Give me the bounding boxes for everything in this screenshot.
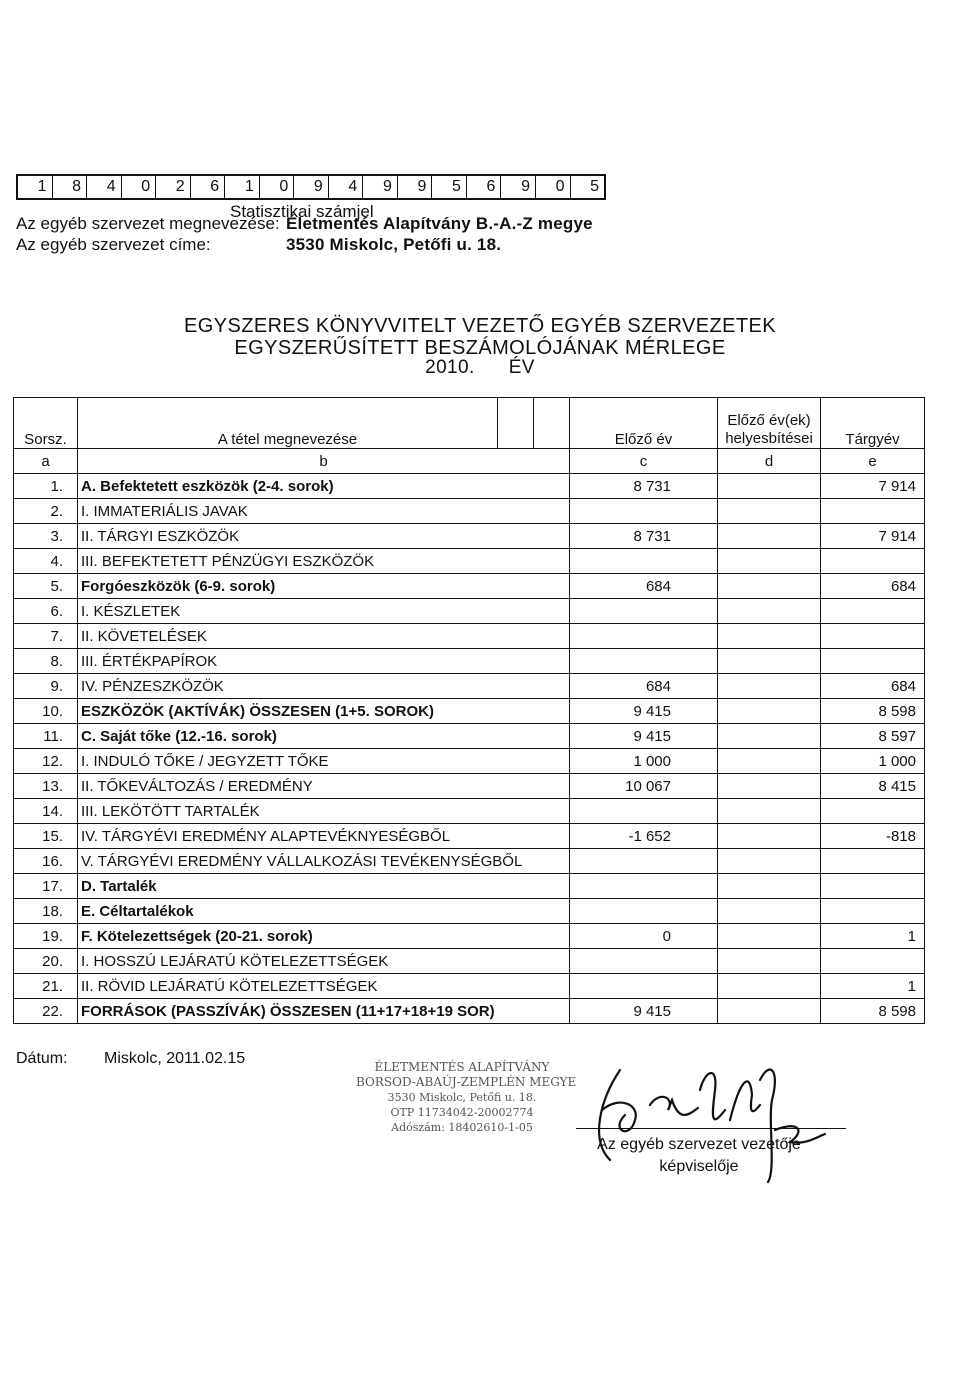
table-row [14, 999, 925, 1024]
row-corrections [718, 799, 821, 824]
row-current-year [821, 874, 925, 899]
row-prev-year [570, 899, 718, 924]
row-current-year: 8 597 [821, 724, 925, 749]
row-number: 5. [14, 574, 78, 599]
header-corrections-line1: Előző év(ek) [727, 412, 811, 429]
row-corrections [718, 999, 821, 1024]
row-number: 1. [14, 474, 78, 499]
row-corrections [718, 624, 821, 649]
stat-digit: 1 [225, 176, 260, 198]
row-current-year [821, 899, 925, 924]
table-row [14, 674, 925, 699]
stat-digit: 6 [467, 176, 502, 198]
row-current-year [821, 799, 925, 824]
date-label: Dátum: [16, 1050, 68, 1067]
row-name: ESZKÖZÖK (AKTÍVÁK) ÖSSZESEN (1+5. SOROK) [78, 699, 570, 724]
row-corrections [718, 549, 821, 574]
table-row [14, 924, 925, 949]
row-prev-year [570, 799, 718, 824]
row-prev-year [570, 649, 718, 674]
row-corrections [718, 674, 821, 699]
letter-d: d [718, 449, 821, 474]
row-prev-year [570, 499, 718, 524]
stat-digit: 9 [398, 176, 433, 198]
rep-line-2: képviselője [659, 1158, 739, 1175]
row-number: 15. [14, 824, 78, 849]
header-corrections [718, 398, 821, 449]
stamp-line-1: ÉLETMENTÉS ALAPÍTVÁNY [374, 1060, 550, 1074]
row-prev-year: 0 [570, 924, 718, 949]
stamp-line-4: OTP 11734042-20002774 [390, 1106, 534, 1119]
stat-digit: 9 [294, 176, 329, 198]
row-corrections [718, 899, 821, 924]
table-letter-row [14, 449, 925, 474]
row-current-year [821, 949, 925, 974]
stat-digit: 1 [18, 176, 53, 198]
row-current-year [821, 849, 925, 874]
header-sorsz: Sorsz. [14, 398, 78, 449]
row-current-year: 7 914 [821, 524, 925, 549]
organization-stamp [356, 1060, 577, 1135]
stat-digit: 0 [260, 176, 295, 198]
row-prev-year: -1 652 [570, 824, 718, 849]
row-corrections [718, 524, 821, 549]
row-prev-year [570, 624, 718, 649]
org-name-value: Életmentés Alapítvány B.-A.-Z megye [286, 214, 593, 233]
row-name: V. TÁRGYÉVI EREDMÉNY VÁLLALKOZÁSI TEVÉKENYSÉGBŐL [78, 849, 570, 874]
stat-digit: 4 [87, 176, 122, 198]
row-corrections [718, 574, 821, 599]
rep-line-1: Az egyéb szervezet vezetője [597, 1136, 801, 1153]
row-current-year: 1 [821, 924, 925, 949]
table-row [14, 849, 925, 874]
row-current-year [821, 649, 925, 674]
row-name: III. LEKÖTÖTT TARTALÉK [78, 799, 570, 824]
row-number: 20. [14, 949, 78, 974]
row-current-year: 8 598 [821, 999, 925, 1024]
row-corrections [718, 749, 821, 774]
table-row [14, 574, 925, 599]
row-prev-year: 684 [570, 574, 718, 599]
header-current-year: Tárgyév [821, 398, 925, 449]
row-prev-year [570, 849, 718, 874]
table-row [14, 499, 925, 524]
row-name: D. Tartalék [78, 874, 570, 899]
stamp-line-2: BORSOD-ABAÚJ-ZEMPLÉN MEGYE [356, 1075, 577, 1089]
row-prev-year [570, 599, 718, 624]
row-number: 19. [14, 924, 78, 949]
org-name-row [16, 214, 593, 234]
row-name: I. IMMATERIÁLIS JAVAK [78, 499, 570, 524]
letter-c: c [570, 449, 718, 474]
org-address-label: Az egyéb szervezet címe: [16, 235, 211, 254]
title-line-2: EGYSZERŰSÍTETT BESZÁMOLÓJÁNAK MÉRLEGE [234, 337, 726, 359]
row-current-year [821, 549, 925, 574]
row-number: 11. [14, 724, 78, 749]
row-current-year: 8 415 [821, 774, 925, 799]
row-current-year [821, 599, 925, 624]
table-row [14, 524, 925, 549]
row-name: III. BEFEKTETETT PÉNZÜGYI ESZKÖZÖK [78, 549, 570, 574]
row-number: 22. [14, 999, 78, 1024]
table-row [14, 874, 925, 899]
stat-digit: 6 [191, 176, 226, 198]
row-prev-year [570, 949, 718, 974]
row-prev-year [570, 974, 718, 999]
stamp-line-3: 3530 Miskolc, Petőfi u. 18. [387, 1091, 537, 1104]
table-row [14, 774, 925, 799]
title-year [0, 357, 960, 379]
stat-digit: 5 [432, 176, 467, 198]
table-row [14, 699, 925, 724]
table-row [14, 549, 925, 574]
row-corrections [718, 599, 821, 624]
row-corrections [718, 949, 821, 974]
row-prev-year: 684 [570, 674, 718, 699]
row-number: 17. [14, 874, 78, 899]
row-name: II. RÖVID LEJÁRATÚ KÖTELEZETTSÉGEK [78, 974, 570, 999]
row-name: II. KÖVETELÉSEK [78, 624, 570, 649]
representative-label [584, 1134, 814, 1178]
table-row [14, 724, 925, 749]
stat-digit: 8 [53, 176, 88, 198]
row-name: I. INDULÓ TŐKE / JEGYZETT TŐKE [78, 749, 570, 774]
row-number: 18. [14, 899, 78, 924]
row-corrections [718, 499, 821, 524]
table-row [14, 649, 925, 674]
row-number: 4. [14, 549, 78, 574]
row-number: 12. [14, 749, 78, 774]
signature-line [576, 1128, 846, 1129]
row-number: 2. [14, 499, 78, 524]
row-number: 7. [14, 624, 78, 649]
row-number: 13. [14, 774, 78, 799]
row-current-year: 684 [821, 574, 925, 599]
row-corrections [718, 974, 821, 999]
header-name: A tétel megnevezése [78, 398, 498, 449]
row-number: 9. [14, 674, 78, 699]
stat-digit: 2 [156, 176, 191, 198]
stat-digit: 5 [590, 178, 600, 195]
balance-sheet-table [13, 397, 925, 1024]
row-current-year [821, 499, 925, 524]
row-number: 16. [14, 849, 78, 874]
table-row [14, 949, 925, 974]
row-corrections [718, 774, 821, 799]
row-name: II. TŐKEVÁLTOZÁS / EREDMÉNY [78, 774, 570, 799]
row-number: 21. [14, 974, 78, 999]
row-number: 8. [14, 649, 78, 674]
stat-digit: 9 [501, 176, 536, 198]
table-row [14, 974, 925, 999]
row-name: FORRÁSOK (PASSZÍVÁK) ÖSSZESEN (11+17+18+19 SOR) [78, 999, 570, 1024]
letter-a: a [14, 449, 78, 474]
row-corrections [718, 649, 821, 674]
org-address-row [16, 235, 501, 255]
table-row [14, 624, 925, 649]
row-current-year: 8 598 [821, 699, 925, 724]
title-line-1: EGYSZERES KÖNYVVITELT VEZETŐ EGYÉB SZERVEZETEK [184, 315, 776, 337]
header-empty-2 [534, 398, 570, 449]
date-value: Miskolc, 2011.02.15 [104, 1050, 246, 1067]
row-name: E. Céltartalékok [78, 899, 570, 924]
row-current-year: 1 [821, 974, 925, 999]
row-prev-year: 1 000 [570, 749, 718, 774]
header-prev-year: Előző év [570, 398, 718, 449]
row-corrections [718, 724, 821, 749]
org-address-value: 3530 Miskolc, Petőfi u. 18. [286, 235, 502, 254]
row-prev-year [570, 874, 718, 899]
row-corrections [718, 874, 821, 899]
row-corrections [718, 699, 821, 724]
stat-digit: 4 [329, 176, 364, 198]
row-prev-year: 8 731 [570, 474, 718, 499]
row-name: IV. TÁRGYÉVI EREDMÉNY ALAPTEVÉKNYESÉGBŐL [78, 824, 570, 849]
row-corrections [718, 849, 821, 874]
row-current-year: 7 914 [821, 474, 925, 499]
row-number: 6. [14, 599, 78, 624]
table-row [14, 599, 925, 624]
row-prev-year [570, 549, 718, 574]
row-current-year: -818 [821, 824, 925, 849]
row-name: II. TÁRGYI ESZKÖZÖK [78, 524, 570, 549]
header-empty-1 [498, 398, 534, 449]
table-row [14, 899, 925, 924]
row-prev-year: 8 731 [570, 524, 718, 549]
row-name: III. ÉRTÉKPAPÍROK [78, 649, 570, 674]
header-corrections-line2: helyesbítései [725, 430, 813, 447]
row-name: IV. PÉNZESZKÖZÖK [78, 674, 570, 699]
row-name: C. Saját tőke (12.-16. sorok) [78, 724, 570, 749]
stat-number-box [16, 174, 606, 200]
row-number: 3. [14, 524, 78, 549]
row-name: I. KÉSZLETEK [78, 599, 570, 624]
row-corrections [718, 824, 821, 849]
stat-number-label: Statisztikai számjel [230, 202, 374, 221]
stat-digit: 0 [536, 176, 571, 198]
row-name: Forgóeszközök (6-9. sorok) [78, 574, 570, 599]
table-row [14, 824, 925, 849]
row-name: F. Kötelezettségek (20-21. sorok) [78, 924, 570, 949]
row-name: I. HOSSZÚ LEJÁRATÚ KÖTELEZETTSÉGEK [78, 949, 570, 974]
table-header-row [14, 398, 925, 449]
row-current-year [821, 624, 925, 649]
stamp-line-5: Adószám: 18402610-1-05 [391, 1121, 533, 1134]
row-name: A. Befektetett eszközök (2-4. sorok) [78, 474, 570, 499]
stat-digit: 0 [122, 176, 157, 198]
row-prev-year: 9 415 [570, 999, 718, 1024]
row-prev-year: 9 415 [570, 724, 718, 749]
letter-b: b [78, 449, 570, 474]
row-current-year: 1 000 [821, 749, 925, 774]
stat-digit: 9 [363, 176, 398, 198]
year-value: 2010. [425, 357, 475, 378]
table-row [14, 474, 925, 499]
row-corrections [718, 474, 821, 499]
row-number: 10. [14, 699, 78, 724]
row-prev-year: 10 067 [570, 774, 718, 799]
letter-e: e [821, 449, 925, 474]
table-row [14, 749, 925, 774]
year-suffix: ÉV [508, 357, 535, 378]
row-corrections [718, 924, 821, 949]
row-current-year: 684 [821, 674, 925, 699]
row-prev-year: 9 415 [570, 699, 718, 724]
org-name-label: Az egyéb szervezet megnevezése: [16, 214, 280, 233]
row-number: 14. [14, 799, 78, 824]
table-row [14, 799, 925, 824]
